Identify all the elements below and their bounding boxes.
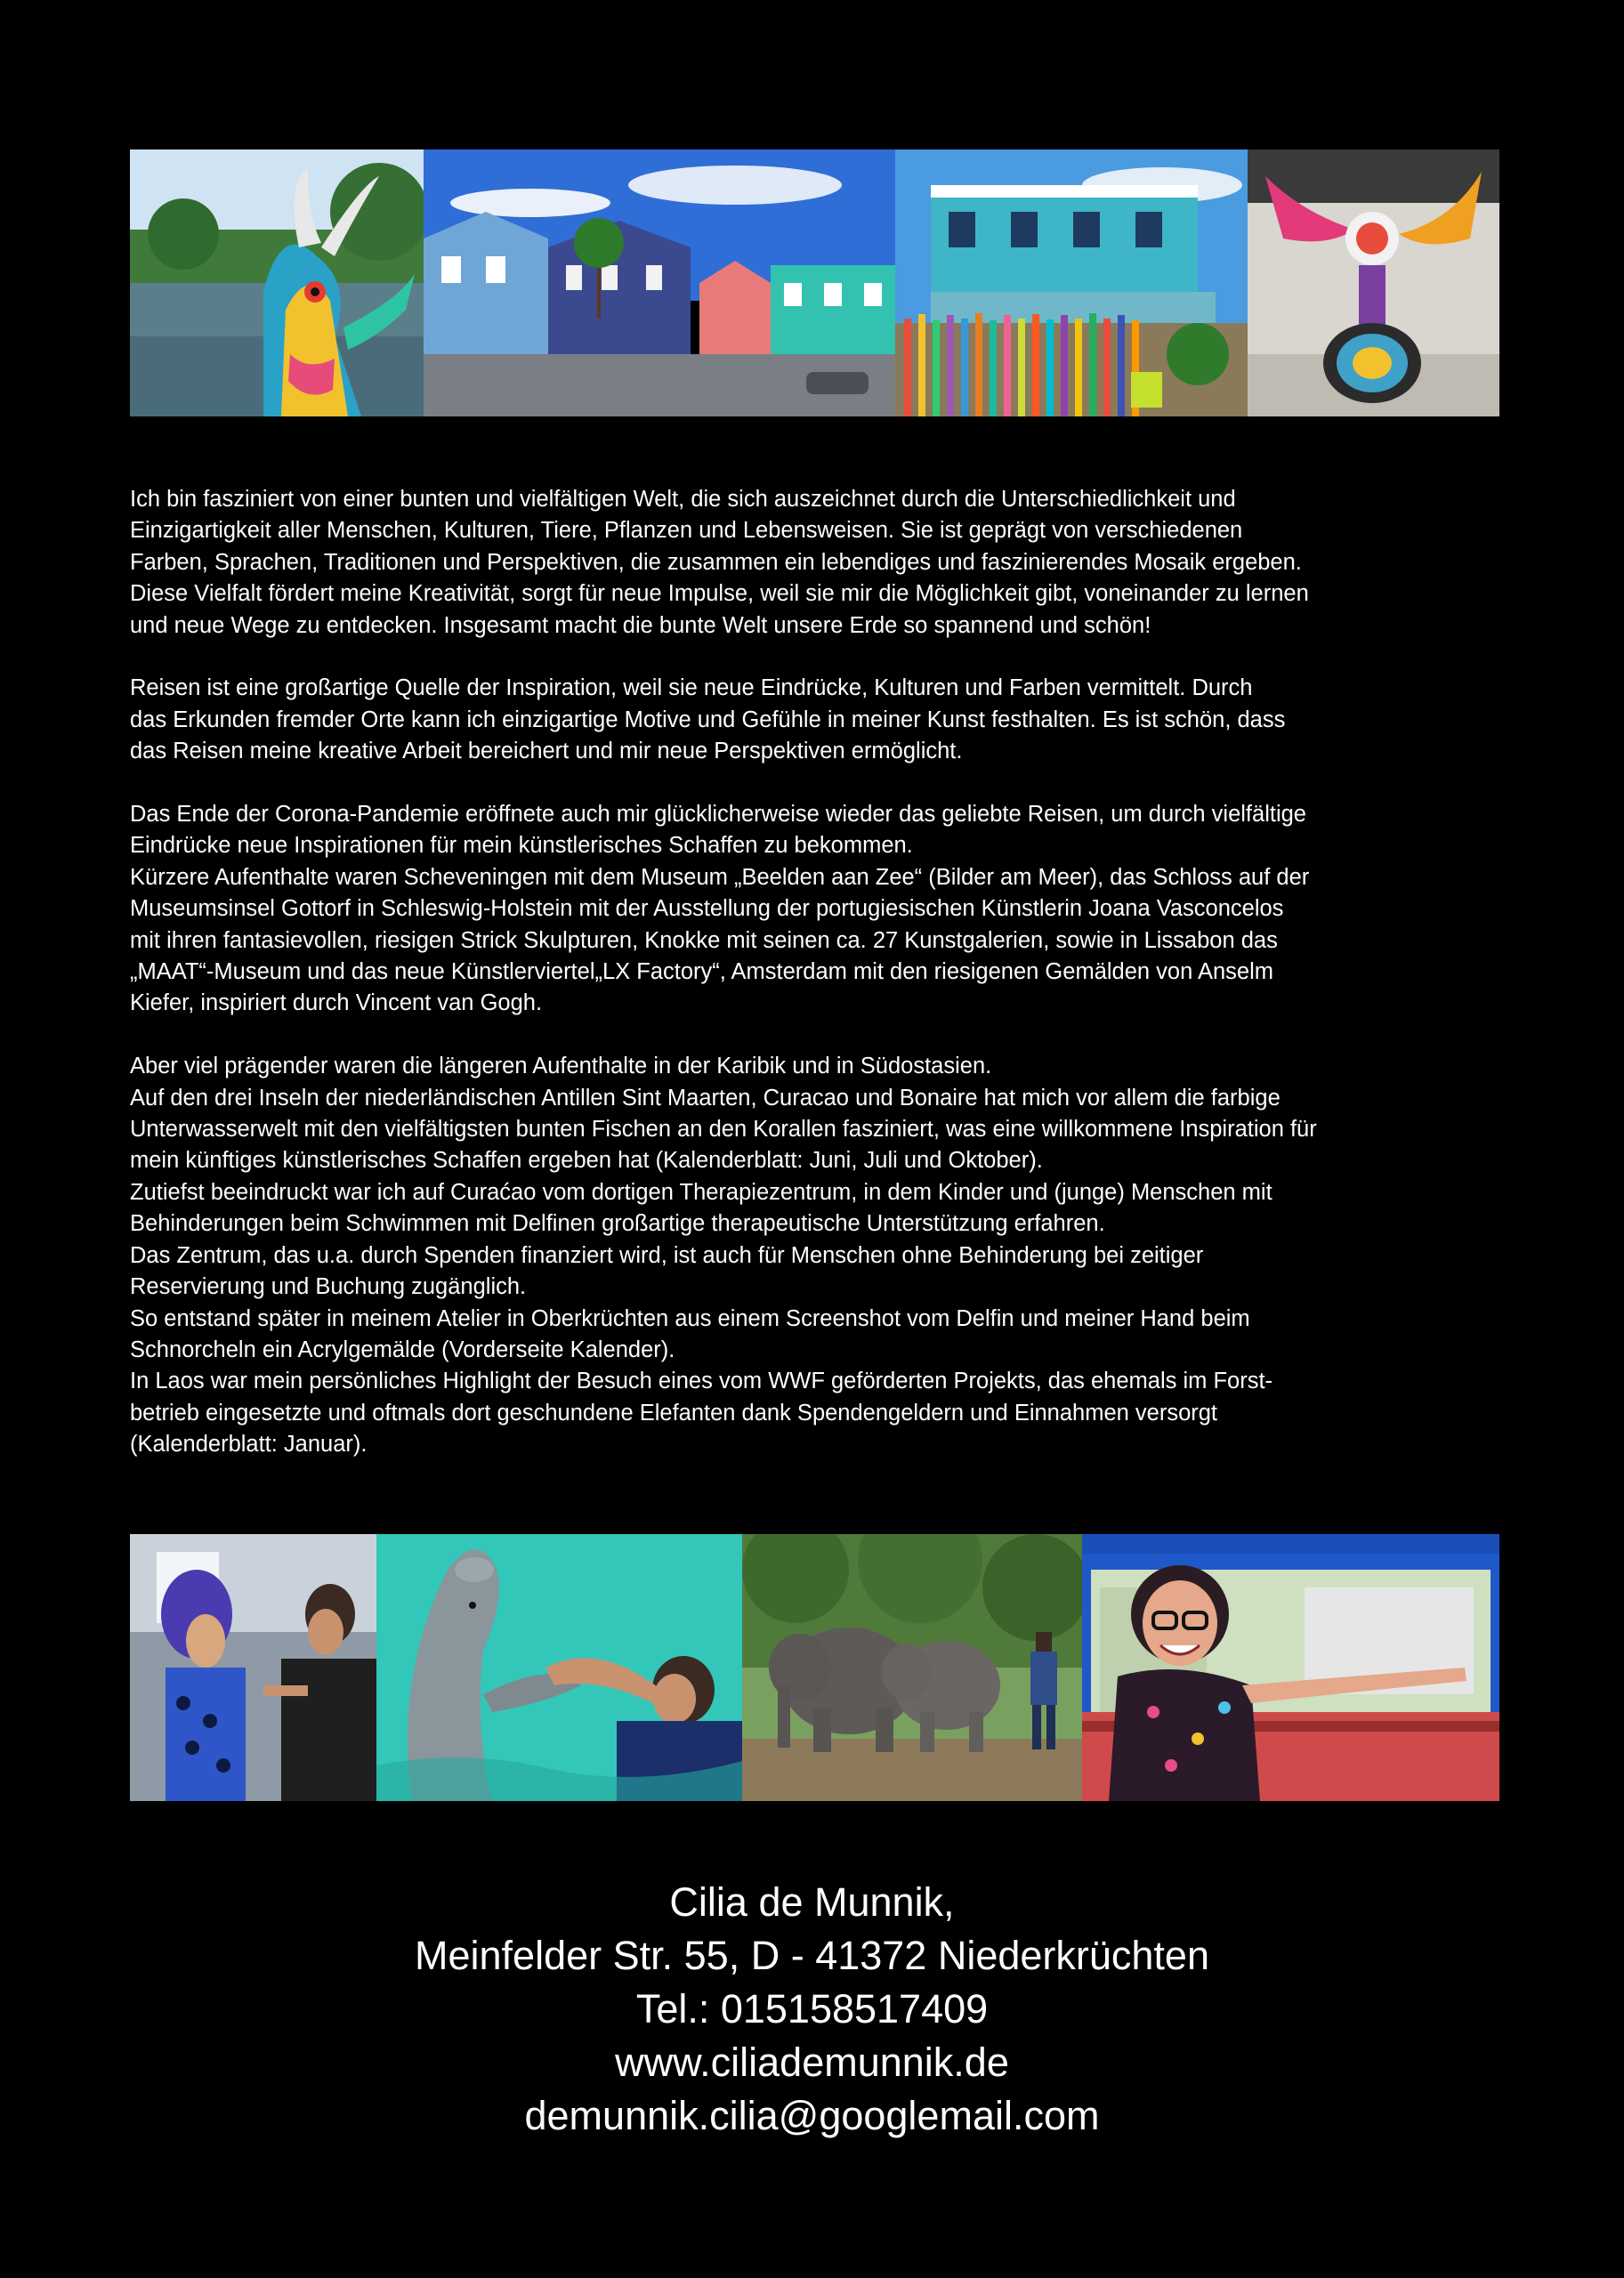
contact-website-link[interactable]: www.ciliademunnik.de: [615, 2040, 1009, 2085]
photo-tuk-tuk-portrait: [1082, 1534, 1499, 1801]
paragraph-travel-inspiration: Reisen ist eine großartige Quelle der Inspiration, weil sie neue Eindrücke, Kulturen und Farben vermittelt. Durch das Erkunden fremder Orte kann ich einzigartige Motive und Gefühle in meiner Kunst festhalten. Es ist schön, dass das Reisen meine kreative Arbeit bereichert und mir neue Perspektiven ermöglicht.: [130, 675, 1286, 764]
contact-address: Meinfelder Str. 55, D - 41372 Niederkrüchten: [415, 1933, 1209, 1978]
paragraph-after-pandemic: Das Ende der Corona-Pandemie eröffnete auch mir glücklicherweise wieder das geliebte Reisen, um durch vielfältige Eindrücke neue Inspirationen für mein künstlerisches Schaffen zu bekommen. Kürzere Aufenthalte waren Scheveningen mit dem Museum „Beelden aan Zee“ (Bilder am Meer), das Schloss auf der Museumsinsel Gottorf in Schleswig-Holstein mit der Ausstellung der portugiesischen Künstlerin Joana Vasconcelos mit ihren fantasievollen, riesigen Strick Skulpturen, Knokke mit seinen ca. 27 Kunstgalerien, sowie in Lissabon das „MAAT“-Museum und das neue Künstlerviertel„LX Factory“, Amsterdam mit den riesigenen Gemälden von Anselm Kiefer, inspiriert durch Vincent van Gogh.: [130, 802, 1310, 1016]
contact-email-link[interactable]: demunnik.cilia@googlemail.com: [524, 2093, 1100, 2138]
photo-dolphin-swim: [376, 1534, 742, 1801]
contact-phone: Tel.: 015158517409: [635, 1986, 989, 2032]
photo-colorful-building: [895, 149, 1248, 416]
photo-dragon-sculpture: [130, 149, 424, 416]
bottom-photo-strip: [130, 1534, 1499, 1801]
photo-curacao-houses: [424, 149, 895, 416]
top-photo-strip: [130, 149, 1499, 416]
photo-artist-painting-sculpture: [130, 1534, 376, 1801]
contact-block: [0, 1876, 1624, 2143]
body-text: [130, 484, 1518, 1461]
paragraph-caribbean-asia: Aber viel prägender waren die längeren Aufenthalte in der Karibik und in Südostasien. Auf den drei Inseln der niederländischen Antillen Sint Maarten, Curacao und Bonaire hat mich vor allem die farbige Unterwasserwelt mit den vielfältigsten bunten Fischen an den Korallen fasziniert, was eine willkommene Inspiration für mein künftiges künstlerisches Schaffen ergeben hat (Kalenderblatt: Juni, Juli und Oktober). Zutiefst beeindruckt war ich auf Curaćao vom dortigen Therapiezentrum, in dem Kinder und (junge) Menschen mit Behinderungen beim Schwimmen mit Delfinen großartige therapeutische Unterstützung erfahren. Das Zentrum, das u.a. durch Spenden finanziert wird, ist auch für Menschen ohne Behinderung bei zeitiger Reservierung und Buchung zugänglich. So entstand später in meinem Atelier in Oberkrüchten aus einem Screenshot vom Delfin und meiner Hand beim Schnorcheln ein Acrylgemälde (Vorderseite Kalender). In Laos war mein persönliches Highlight der Besuch eines vom WWF geförderten Projekts, das ehemals im Forst- betrieb eingesetzte und oftmals dort geschundene Elefanten dank Spendengeldern und Einnahmen versorgt (Kalenderblatt: Januar).: [130, 1054, 1317, 1458]
paragraph-colorful-world: Ich bin fasziniert von einer bunten und vielfältigen Welt, die sich auszeichnet durch die Unterschiedlichkeit und Einzigartigkeit aller Menschen, Kulturen, Tiere, Pflanzen und Lebensweisen. Sie ist geprägt von verschiedenen Farben, Sprachen, Traditionen und Perspektiven, die zusammen ein lebendiges und faszinierendes Mosaik ergeben. Diese Vielfalt fördert meine Kreativität, sorgt für neue Impulse, weil sie mir die Möglichkeit gibt, voneinander zu lernen und neue Wege zu entdecken. Insgesamt macht die bunte Welt unsere Erde so spannend und schön!: [130, 487, 1309, 638]
photo-knit-sculpture: [1248, 149, 1499, 416]
contact-name: Cilia de Munnik,: [669, 1879, 955, 1925]
photo-elephants-laos: [742, 1534, 1082, 1801]
